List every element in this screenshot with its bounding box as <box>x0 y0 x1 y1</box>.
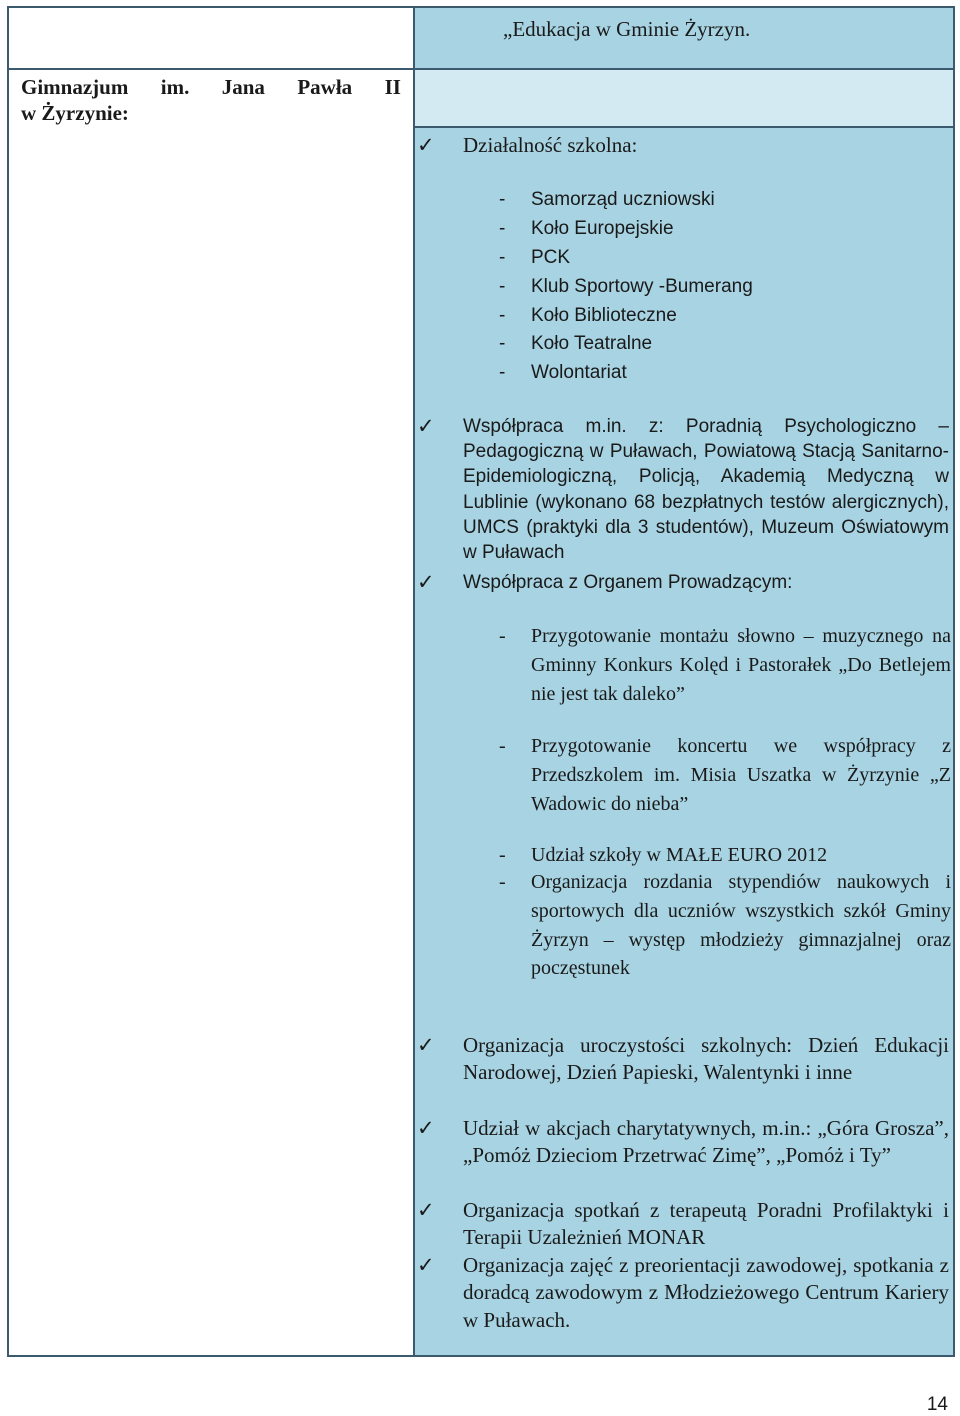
dash-bullet: - <box>499 333 506 354</box>
dash-bullet: - <box>499 625 506 647</box>
list-item <box>499 330 951 359</box>
event-item <box>417 1032 949 1087</box>
list-item-text: Klub Sportowy -Bumerang <box>531 276 753 297</box>
list-item-text: Wolontariat <box>531 362 627 383</box>
left-header-cell <box>9 8 413 70</box>
cooperation-item <box>417 414 949 565</box>
organ-cooperation-heading-text: Współpraca z Organem Prowadzącym: <box>463 572 793 593</box>
school-location: w Żyrzynie: <box>21 101 129 125</box>
dash-bullet: - <box>499 247 506 268</box>
event-item <box>417 1252 949 1334</box>
dash-bullet: - <box>499 218 506 239</box>
list-item-text: Udział szkoły w MAŁE EURO 2012 <box>531 844 828 866</box>
checkmark-icon: ✓ <box>417 1253 435 1277</box>
school-word: Pawła <box>297 75 353 99</box>
checkmark-icon: ✓ <box>417 1116 435 1140</box>
list-item-text: Przygotowanie koncertu we współpracy z Przedszkolem im. Misia Uszatka w Żyrzynie „Z Wadowic do nieba” <box>531 735 951 815</box>
event-item <box>417 1197 949 1252</box>
list-item <box>499 732 951 818</box>
dash-bullet: - <box>499 871 506 893</box>
checkmark-icon: ✓ <box>417 1198 435 1222</box>
school-name <box>21 74 401 126</box>
dash-bullet: - <box>499 844 506 866</box>
event-item-text: Organizacja uroczystości szkolnych: Dzień Edukacji Narodowej, Dzień Papieski, Walentynki i inne <box>463 1033 949 1085</box>
checkmark-icon: ✓ <box>417 415 435 438</box>
list-item-text: Samorząd uczniowski <box>531 189 715 210</box>
list-item-text: Koło Europejskie <box>531 218 674 239</box>
list-item-text: Koło Biblioteczne <box>531 305 677 326</box>
list-item <box>499 244 951 273</box>
dash-bullet: - <box>499 362 506 383</box>
dash-bullet: - <box>499 305 506 326</box>
school-word: II <box>384 75 401 99</box>
school-word: Jana <box>221 75 265 99</box>
list-item-text: Organizacja rozdania stypendiów naukowych i sportowych dla uczniów wszystkich szkół Gminy Żyrzyn – występ młodzieży gimnazjalnej oraz poczęstunek <box>531 871 951 980</box>
list-item <box>499 186 951 215</box>
list-item <box>499 273 951 302</box>
list-item <box>499 622 951 708</box>
checkmark-icon: ✓ <box>417 133 435 157</box>
list-item <box>499 302 951 331</box>
list-item <box>499 868 951 983</box>
content-cell <box>415 128 953 1355</box>
activities-heading-text: Działalność szkolna: <box>463 133 638 157</box>
event-item-text: Organizacja spotkań z terapeutą Poradni Profilaktyki i Terapii Uzależnień MONAR <box>463 1198 949 1250</box>
subheader-cell <box>415 70 953 128</box>
list-item-text: Przygotowanie montażu słowno – muzycznego na Gminny Konkurs Kolęd i Pastorałek „Do Betlejem nie jest tak daleko” <box>531 625 951 705</box>
right-column <box>415 8 953 1355</box>
dash-bullet: - <box>499 735 506 757</box>
page-number: 14 <box>926 1394 948 1415</box>
event-item-text: Udział w akcjach charytatywnych, m.in.: „Góra Grosza”, „Pomóż Dzieciom Przetrwać Zimę”, „Pomóż i Ty” <box>463 1116 949 1168</box>
list-item-text: Koło Teatralne <box>531 333 653 354</box>
dash-bullet: - <box>499 189 506 210</box>
list-item <box>499 841 951 870</box>
left-column <box>9 8 415 1355</box>
cooperation-text: Współpraca m.in. z: Poradnią Psychologiczno – Pedagogiczną w Puławach, Powiatową Stacją Sanitarno-Epidemiologiczną, Policją, Akademią Medyczną w Lublinie (wykonano 68 bezpłatnych testów alergicznych), UMCS (praktyki dla 3 studentów), Muzeum Oświatowym w Puławach <box>463 416 949 564</box>
checkmark-icon: ✓ <box>417 571 435 594</box>
dash-bullet: - <box>499 276 506 297</box>
section-title: „Edukacja w Gminie Żyrzyn. <box>503 17 751 41</box>
list-item <box>499 359 951 388</box>
list-item <box>499 215 951 244</box>
checkmark-icon: ✓ <box>417 1033 435 1057</box>
school-word: im. <box>160 75 190 99</box>
content-table <box>7 6 955 1357</box>
header-cell <box>415 8 953 70</box>
event-item-text: Organizacja zajęć z preorientacji zawodowej, spotkania z doradcą zawodowym z Młodzieżowego Centrum Kariery w Puławach. <box>463 1253 949 1332</box>
activities-heading <box>417 132 949 159</box>
school-word: Gimnazjum <box>21 75 129 99</box>
organ-cooperation-heading <box>417 570 949 595</box>
event-item <box>417 1115 949 1170</box>
list-item-text: PCK <box>531 247 571 268</box>
